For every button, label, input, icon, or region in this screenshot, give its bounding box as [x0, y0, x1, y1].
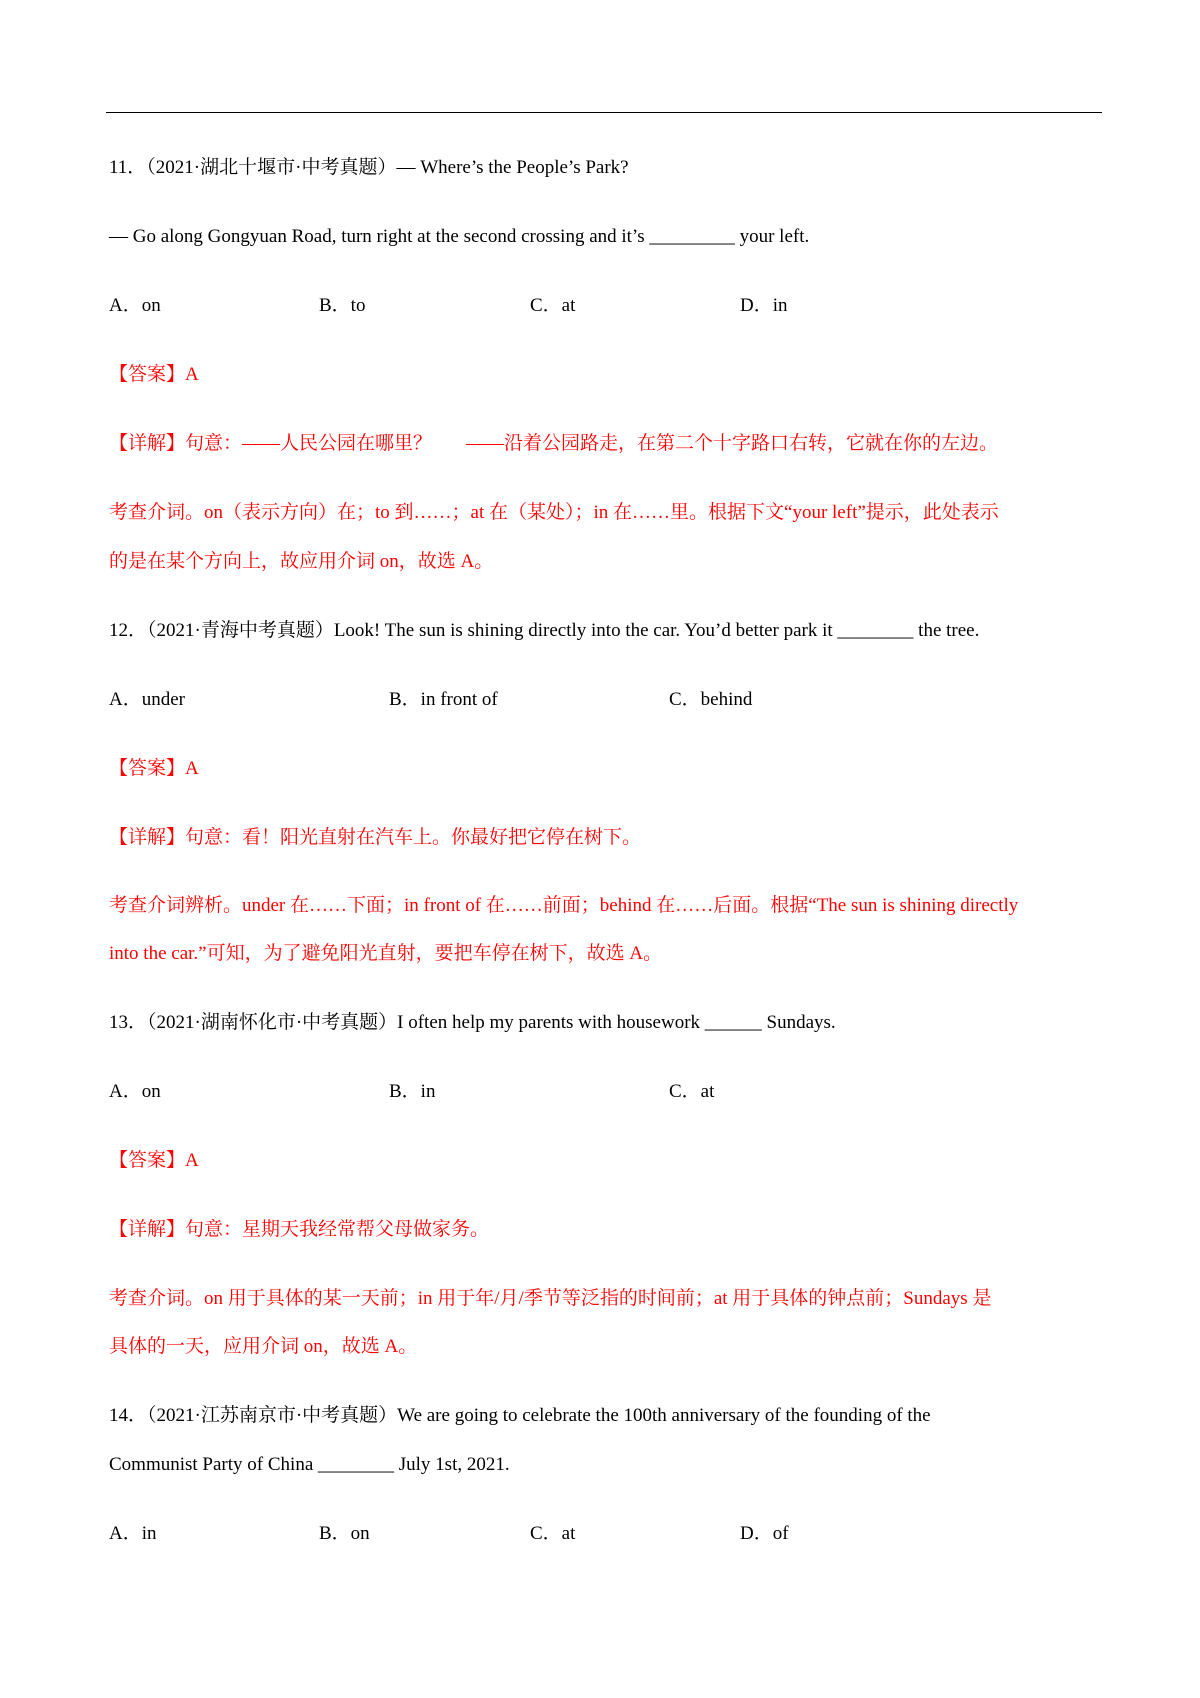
- question-14-option-c: C．at: [530, 1523, 576, 1544]
- question-11-answer: 【答案】A: [109, 364, 199, 385]
- question-12-detail: 【详解】句意：看！阳光直射在汽车上。你最好把它停在树下。: [109, 827, 642, 848]
- question-11-stem-continued: — Go along Gongyuan Road, turn right at the second crossing and it’s _________ your left.: [109, 226, 810, 247]
- question-13-option-b: B．in: [389, 1081, 436, 1102]
- question-11-stem: 11．（2021·湖北十堰市·中考真题）— Where’s the People’s Park?: [109, 157, 629, 178]
- question-12-option-c: C．behind: [669, 689, 753, 710]
- question-11-explanation-line2: 的是在某个方向上，故应用介词 on，故选 A。: [109, 551, 494, 572]
- question-12-explanation-line2: into the car.”可知，为了避免阳光直射，要把车停在树下，故选 A。: [109, 943, 663, 964]
- question-12-option-a: A．under: [109, 689, 185, 710]
- question-14-stem-continued: Communist Party of China ________ July 1st, 2021.: [109, 1454, 510, 1475]
- question-11-detail: [109, 431, 998, 457]
- question-13-detail: 【详解】句意：星期天我经常帮父母做家务。: [109, 1219, 490, 1240]
- question-11-option-b: B．to: [319, 295, 366, 316]
- question-14-stem: 14．（2021·江苏南京市·中考真题）We are going to celebrate the 100th anniversary of the founding of the: [109, 1405, 931, 1426]
- question-13-option-c: C．at: [669, 1081, 715, 1102]
- question-13-answer: 【答案】A: [109, 1150, 199, 1171]
- question-14-option-b: B．on: [319, 1523, 370, 1544]
- question-13-explanation-line2: 具体的一天，应用介词 on，故选 A。: [109, 1336, 418, 1357]
- question-14-option-d: D．of: [740, 1523, 789, 1544]
- question-12-option-b: B．in front of: [389, 689, 498, 710]
- question-13-explanation-line1: 考查介词。on 用于具体的某一天前；in 用于年/月/季节等泛指的时间前；at 用于具体的钟点前；Sundays 是: [109, 1288, 992, 1309]
- question-12-stem: 12．（2021·青海中考真题）Look! The sun is shining directly into the car. You’d better park it ________ the tree.: [109, 620, 980, 641]
- question-11-option-a: A．on: [109, 295, 161, 316]
- question-14-option-a: A．in: [109, 1523, 157, 1544]
- question-11-explanation-text1: 考查介词。on（表示方向）在；to 到……；at 在（某处）；in 在……里。根据下文“your left”提示，此处表示: [109, 502, 999, 523]
- question-11-option-c: C．at: [530, 295, 576, 316]
- question-12-answer: 【答案】A: [109, 758, 199, 779]
- question-13-stem: 13．（2021·湖南怀化市·中考真题）I often help my parents with housework ______ Sundays.: [109, 1012, 836, 1033]
- question-13-option-a: A．on: [109, 1081, 161, 1102]
- question-12-explanation-line1: 考查介词辨析。under 在……下面；in front of 在……前面；behind 在……后面。根据“The sun is shining directly: [109, 895, 1019, 916]
- question-11-option-d: D．in: [740, 295, 788, 316]
- question-11-detail-part1: 【详解】句意：——人民公园在哪里？: [109, 433, 433, 454]
- question-11-explanation-line1: [109, 500, 1099, 526]
- header-rule: [106, 112, 1102, 113]
- question-11-detail-part2: ——沿着公园路走，在第二个十字路口右转，它就在你的左边。: [466, 433, 999, 454]
